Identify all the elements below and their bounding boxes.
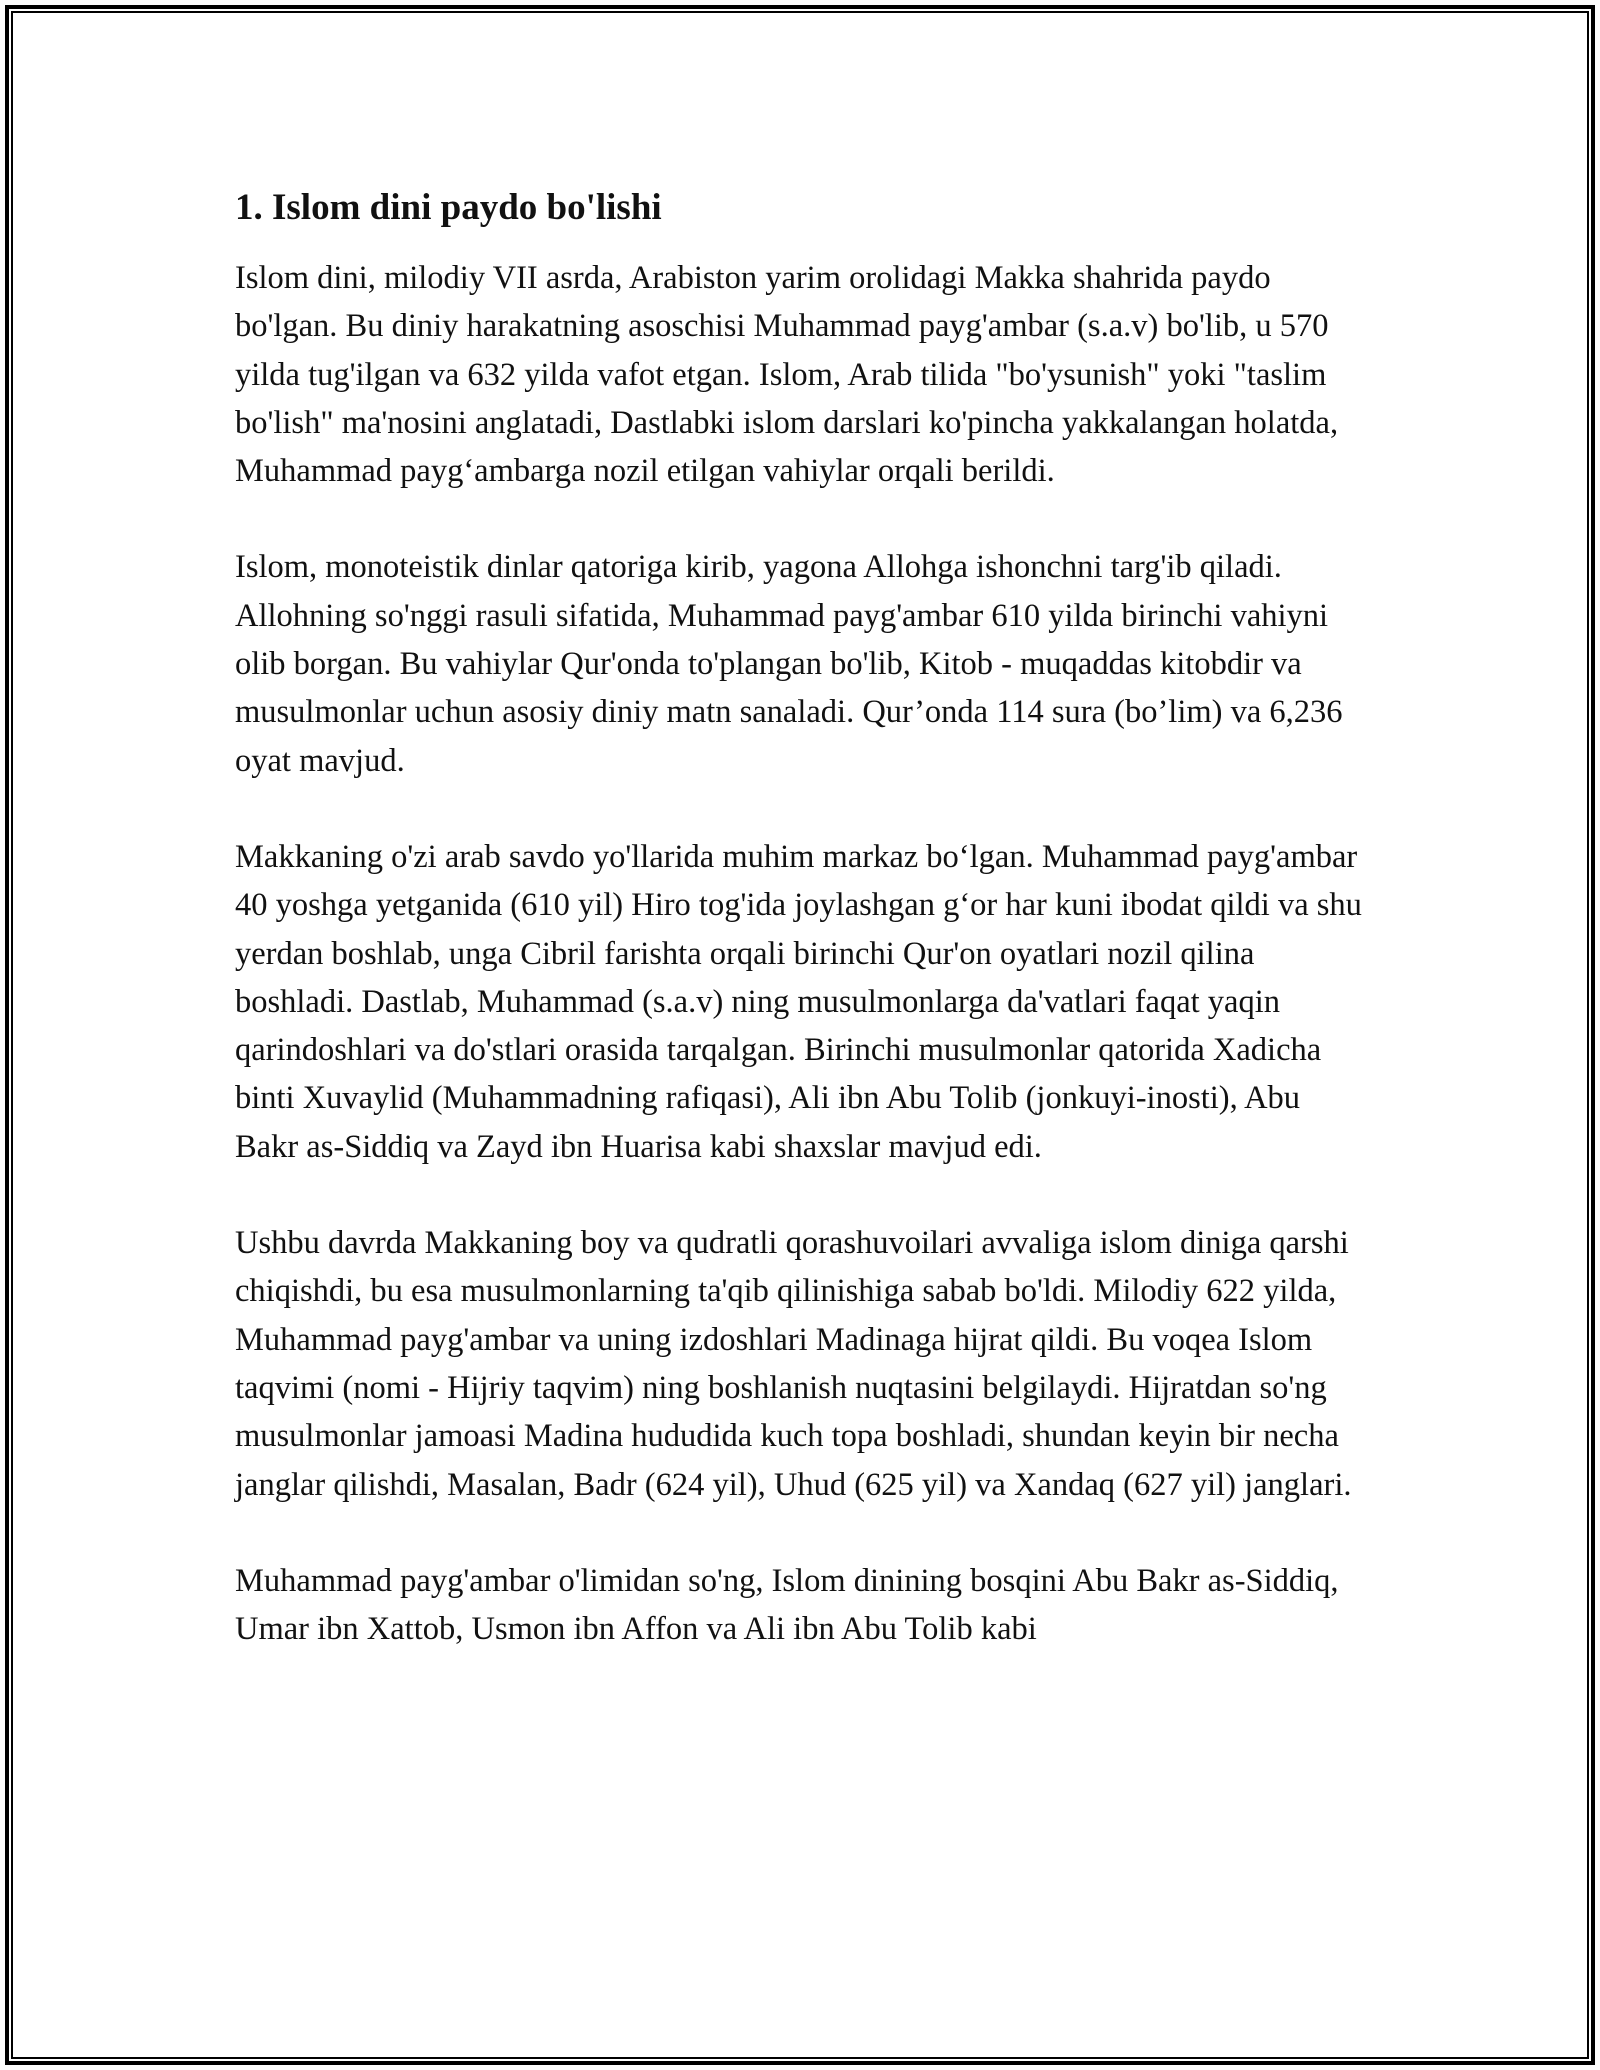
section-heading: 1. Islom dini paydo bo'lishi [235,187,662,228]
paragraph-origin: Islom dini, milodiy VII asrda, Arabiston yarim orolidagi Makka shahrida paydo bo'lgan. Bu diniy harakatning asoschisi Muhammad payg'ambar (s.a.v) bo'lib, u 570 yilda tug'ilgan va 632 yilda vafot etgan. Islom, Arab tilida "bo'ysunish" yoki "taslim bo'lish" ma'nosini anglatadi, Dastlabki islom darslari ko'pincha yakkalangan holatda, Muhammad payg‘ambarga nozil etilgan vahiylar orqali berildi. [235,260,1339,490]
paragraph-succession: Muhammad payg'ambar o'limidan so'ng, Islom dinining bosqini Abu Bakr as-Siddiq, Umar ibn Xattob, Usmon ibn Affon va Ali ibn Abu Tolib kabi [235,1562,1339,1648]
paragraph-monotheism: Islom, monoteistik dinlar qatoriga kirib, yagona Allohga ishonchni targ'ib qiladi. Allohning so'nggi rasuli sifatida, Muhammad payg'ambar 610 yilda birinchi vahiyni olib borgan. Bu vahiylar Qur'onda to'plangan bo'lib, Kitob - muqaddas kitobdir va musulmonlar uchun asosiy diniy matn sanaladi. Qur’onda 114 sura (bo’lim) va 6,236 oyat mavjud. [235,549,1343,779]
document-body [235,184,1365,1701]
paragraph-makkah: Makkaning o'zi arab savdo yo'llarida muhim markaz bo‘lgan. Muhammad payg'ambar 40 yoshga yetganida (610 yil) Hiro tog'ida joylashgan g‘or har kuni ibodat qildi va shu yerdan boshlab, unga Cibril farishta orqali birinchi Qur'on oyatlari nozil qilina boshladi. Dastlab, Muhammad (s.a.v) ning musulmonlarga da'vatlari faqat yaqin qarindoshlari va do'stlari orasida tarqalgan. Birinchi musulmonlar qatorida Xadicha binti Xuvaylid (Muhammadning rafiqasi), Ali ibn Abu Tolib (jonkuyi-inosti), Abu Bakr as-Siddiq va Zayd ibn Huarisa kabi shaxslar mavjud edi. [235,838,1362,1165]
paragraph-hijra: Ushbu davrda Makkaning boy va qudratli qorashuvoilari avvaliga islom diniga qarshi chiqishdi, bu esa musulmonlarning ta'qib qilinishiga sabab bo'ldi. Milodiy 622 yilda, Muhammad payg'ambar va uning izdoshlari Madinaga hijrat qildi. Bu voqea Islom taqvimi (nomi - Hijriy taqvim) ning boshlanish nuqtasini belgilaydi. Hijratdan so'ng musulmonlar jamoasi Madina hududida kuch topa boshladi, shundan keyin bir necha janglar qilishdi, Masalan, Badr (624 yil), Uhud (625 yil) va Xandaq (627 yil) janglari. [235,1225,1352,1503]
